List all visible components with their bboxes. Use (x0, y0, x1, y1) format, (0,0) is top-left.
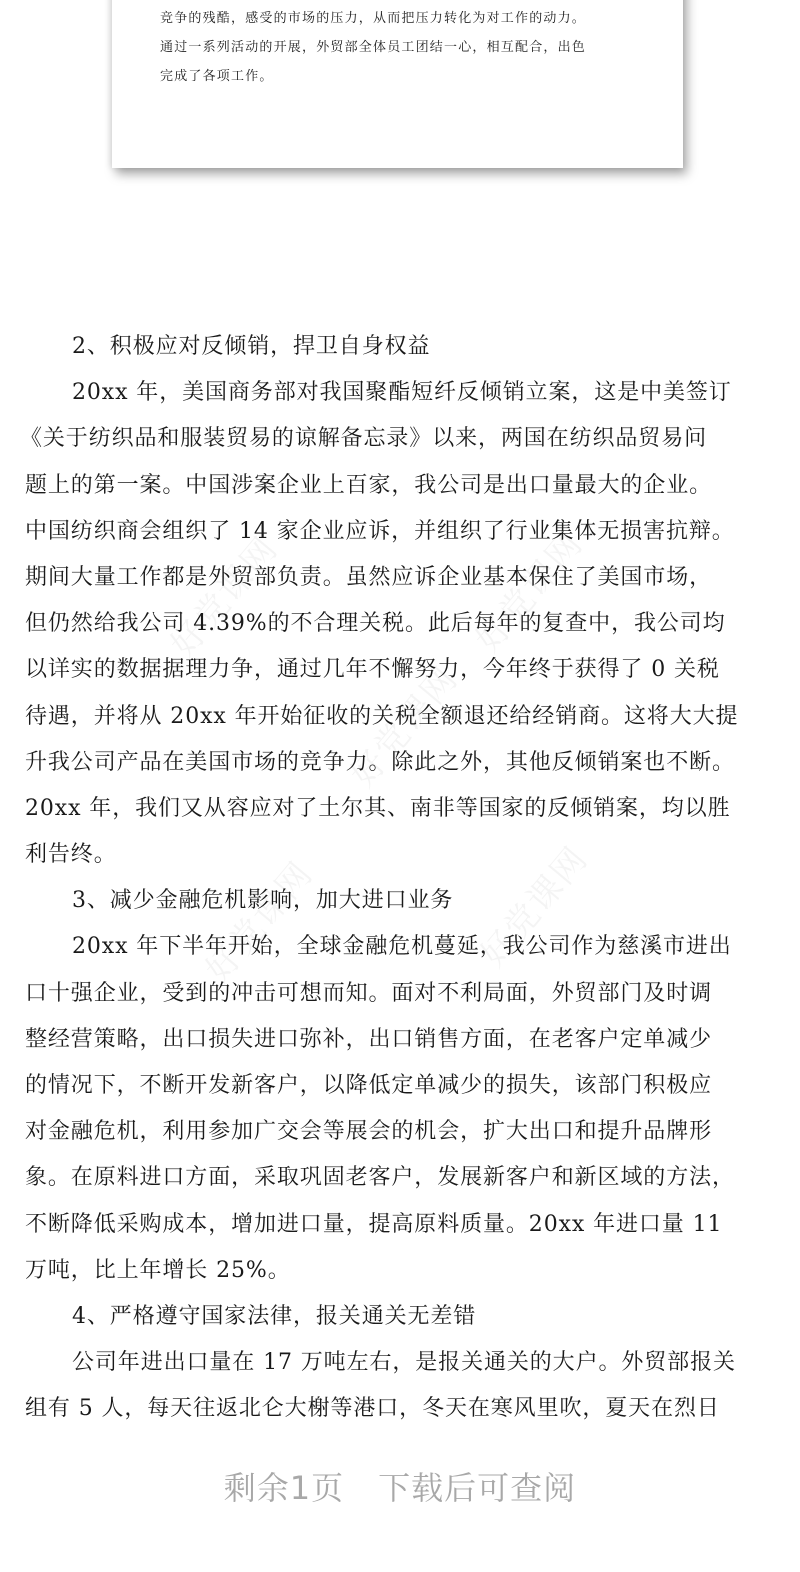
paragraph-line: 对金融危机，利用参加广交会等展会的机会，扩大出口和提升品牌形 (25, 1119, 713, 1145)
paragraph-line: 象。在原料进口方面，采取巩固老客户，发展新客户和新区域的方法， (25, 1165, 735, 1191)
paragraph-line: 的情况下，不断开发新客户，以降低定单减少的损失，该部门积极应 (25, 1073, 713, 1098)
preview-text (160, 4, 663, 91)
document-body (0, 324, 800, 1433)
download-to-read-more-button[interactable] (0, 1463, 800, 1509)
section-heading: 2、积极应对反倾销，捍卫自身权益 (72, 334, 431, 359)
paragraph-line: 20xx 年下半年开始，全球金融危机蔓延，我公司作为慈溪市进出 (72, 934, 732, 960)
preview-line: 完成了各项工作。 (160, 69, 274, 84)
preview-line: 通过一系列活动的开展，外贸部全体员工团结一心，相互配合，出色 (160, 40, 587, 55)
paragraph-line: 《关于纺织品和服装贸易的谅解备忘录》以来，两国在纺织品贸易问 (20, 426, 708, 452)
paragraph-line: 以详实的数据据理力争，通过几年不懈努力，今年终于获得了 0 关税 (25, 657, 720, 683)
paragraph-line: 万吨，比上年增长 25%。 (25, 1257, 291, 1283)
remaining-pages-label: 剩余1页 (223, 1469, 345, 1507)
paragraph-line: 20xx 年，我们又从容应对了土尔其、南非等国家的反倾销案，均以胜 (25, 795, 731, 821)
paragraph-line: 公司年进出口量在 17 万吨左右，是报关通关的大户。外贸部报关 (72, 1350, 736, 1376)
paragraph-line: 整经营策略，出口损失进口弥补，出口销售方面，在老客户定单减少 (25, 1026, 713, 1052)
paragraph-line: 升我公司产品在美国市场的竞争力。除此之外，其他反倾销案也不断。 (25, 749, 735, 775)
paragraph-line: 不断降低采购成本，增加进口量，提高原料质量。20xx 年进口量 11 (25, 1211, 723, 1237)
previous-page-preview (112, 0, 683, 168)
preview-line: 竞争的残酷，感受的市场的压力，从而把压力转化为对工作的动力。 (160, 11, 587, 26)
paragraph-line: 20xx 年，美国商务部对我国聚酯短纤反倾销立案，这是中美签订 (72, 380, 732, 406)
paragraph-line: 利告终。 (25, 842, 117, 868)
paragraph-line: 期间大量工作都是外贸部负责。虽然应诉企业基本保住了美国市场， (25, 564, 713, 590)
paragraph-line: 口十强企业，受到的冲击可想而知。面对不利局面，外贸部门及时调 (25, 980, 713, 1006)
paragraph-line: 待遇，并将从 20xx 年开始征收的关税全额退还给经销商。这将大大提 (25, 703, 739, 729)
section-heading: 3、减少金融危机影响，加大进口业务 (72, 888, 454, 914)
section-heading: 4、严格遵守国家法律，报关通关无差错 (72, 1303, 477, 1329)
paragraph-line: 但仍然给我公司 4.39%的不合理关税。此后每年的复查中，我公司均 (25, 611, 726, 637)
paragraph-line: 组有 5 人，每天往返北仑大榭等港口，冬天在寒风里吹，夏天在烈日 (25, 1396, 720, 1422)
paragraph-line: 题上的第一案。中国涉案企业上百家，我公司是出口量最大的企业。 (25, 472, 713, 498)
paragraph-line: 中国纺织商会组织了 14 家企业应诉，并组织了行业集体无损害抗辩。 (25, 518, 735, 544)
download-hint-label: 下载后可查阅 (378, 1469, 577, 1507)
